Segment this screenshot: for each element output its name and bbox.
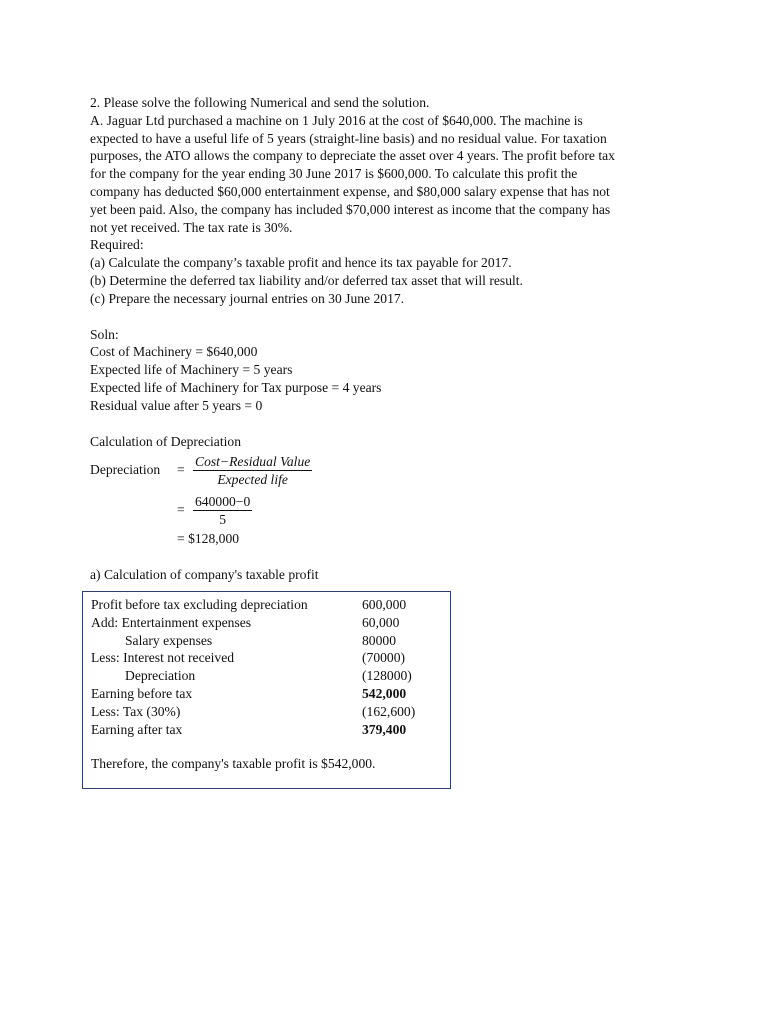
row-value: 60,000 (362, 614, 400, 630)
row-value: 379,400 (362, 721, 407, 737)
fact-residual: Residual value after 5 years = 0 (90, 397, 263, 413)
equals-sign: = (177, 462, 185, 478)
paragraph-line: not yet received. The tax rate is 30%. (90, 219, 293, 235)
fact-life: Expected life of Machinery = 5 years (90, 362, 293, 378)
formula-denominator: Expected life (217, 471, 288, 487)
paragraph-line: yet been paid. Also, the company has included $70,000 interest as income that the company has (90, 201, 611, 217)
paragraph-line: for the company for the year ending 30 June 2017 is $600,000. To calculate this profit the (90, 166, 578, 182)
taxable-profit-box (82, 591, 451, 789)
substituted-fraction (193, 493, 252, 528)
required-item-b: (b) Determine the deferred tax liability and/or deferred tax asset that will result. (90, 272, 523, 288)
substituted-denominator: 5 (219, 511, 227, 527)
row-value: (128000) (362, 668, 412, 684)
solution-block (90, 326, 680, 584)
required-label: Required: (90, 237, 144, 253)
paragraph-line: company has deducted $60,000 entertainment expense, and $80,000 salary expense that has not (90, 183, 610, 199)
question-block (90, 94, 680, 308)
row-value: 542,000 (362, 685, 407, 701)
row-label: Less: Tax (30%) (91, 703, 181, 719)
table-row (91, 596, 450, 614)
row-label: Earning after tax (91, 721, 183, 737)
calc-heading: Calculation of Depreciation (90, 433, 241, 449)
table-row (91, 667, 450, 685)
formula-numerator: Cost−Residual Value (195, 453, 311, 469)
row-label: Less: Interest not received (91, 650, 235, 666)
table-row (91, 649, 450, 667)
formula-fraction (193, 453, 312, 488)
paragraph-line: expected to have a useful life of 5 years (straight-line basis) and no residual value. For taxation (90, 130, 607, 146)
conclusion-text: Therefore, the company's taxable profit is $542,000. (91, 756, 376, 772)
formula-label: Depreciation (90, 462, 161, 478)
row-label: Salary expenses (125, 632, 213, 648)
row-value: 600,000 (362, 597, 407, 612)
required-item-c: (c) Prepare the necessary journal entries on 30 June 2017. (90, 290, 405, 306)
question-heading: 2. Please solve the following Numerical and send the solution. (90, 95, 430, 110)
row-value: (162,600) (362, 703, 416, 719)
row-value: (70000) (362, 650, 406, 666)
equals-sign: = (177, 502, 185, 518)
row-label: Profit before tax excluding depreciation (91, 597, 308, 612)
row-value: 80000 (362, 632, 396, 648)
solution-label: Soln: (90, 326, 119, 342)
question-paragraph (90, 112, 680, 237)
fact-tax-life: Expected life of Machinery for Tax purpose = 4 years (90, 379, 382, 395)
part-a-heading: a) Calculation of company's taxable profit (90, 567, 319, 583)
table-row (91, 632, 450, 650)
paragraph-line: purposes, the ATO allows the company to depreciate the asset over 4 years. The profit before tax (90, 148, 615, 164)
table-row (91, 721, 450, 739)
row-label: Depreciation (125, 668, 196, 684)
required-item-a: (a) Calculate the company’s taxable profit and hence its tax payable for 2017. (90, 255, 512, 271)
paragraph-line: A. Jaguar Ltd purchased a machine on 1 July 2016 at the cost of $640,000. The machine is (90, 112, 583, 128)
table-row (91, 685, 450, 703)
table-row (91, 703, 450, 721)
row-label: Earning before tax (91, 685, 193, 701)
depreciation-result: = $128,000 (177, 531, 240, 547)
depreciation-formula (90, 450, 680, 490)
substituted-formula (177, 490, 680, 530)
table-row (91, 614, 450, 632)
fact-cost: Cost of Machinery = $640,000 (90, 344, 258, 360)
row-label: Add: Entertainment expenses (91, 614, 252, 630)
document-body (90, 94, 680, 584)
substituted-numerator: 640000−0 (195, 493, 251, 509)
